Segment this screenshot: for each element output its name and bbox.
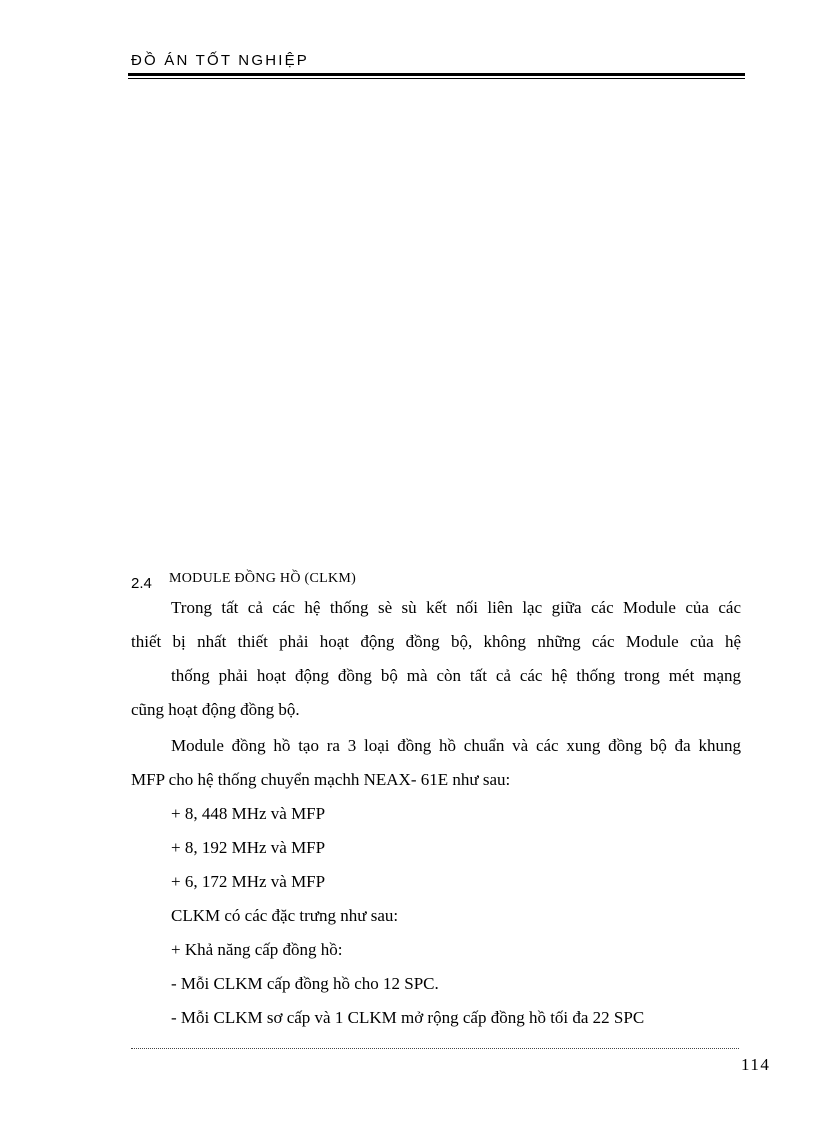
text-line: Module đồng hồ tạo ra 3 loại đồng hồ chuẩn và các xung đồng bộ đa khung <box>171 736 741 755</box>
text-line: thống phải hoạt động đồng bộ mà còn tất cả các hệ thống trong mét mạng <box>171 666 741 685</box>
text-line: Trong tất cả các hệ thống sè sù kết nối liên lạc giữa các Module của các <box>171 598 741 617</box>
text-line: thiết bị nhất thiết phải hoạt động đồng bộ, không những các Module của hệ <box>131 632 741 651</box>
text-line: cũng hoạt động đồng bộ. <box>131 700 300 719</box>
frequency-list <box>131 797 741 899</box>
body-paragraph-1 <box>131 591 741 727</box>
list-item: + 8, 448 MHz và MFP <box>171 804 326 823</box>
features-capability: + Khả năng cấp đồng hồ: <box>171 940 343 959</box>
section-heading <box>131 569 357 592</box>
document-header-title: ĐỒ ÁN TỐT NGHIỆP <box>131 52 310 69</box>
features-detail: - Mỗi CLKM cấp đồng hồ cho 12 SPC. <box>171 974 439 993</box>
section-number: 2.4 <box>131 575 152 592</box>
list-item: + 6, 172 MHz và MFP <box>171 872 326 891</box>
page-number: 114 <box>741 1055 771 1074</box>
text-line: MFP cho hệ thống chuyển mạchh NEAX- 61E như sau: <box>131 770 511 789</box>
footer-rule <box>131 1048 739 1049</box>
section-title: MODULE ĐỒNG HỒ (CLKM) <box>169 571 357 586</box>
header-rule-thick <box>128 73 745 76</box>
features-section <box>131 899 741 1035</box>
features-intro: CLKM có các đặc trưng như sau: <box>171 906 399 925</box>
body-paragraph-2 <box>131 729 741 797</box>
features-detail: - Mỗi CLKM sơ cấp và 1 CLKM mở rộng cấp đồng hồ tối đa 22 SPC <box>171 1008 645 1027</box>
header-rule-thin <box>128 78 745 79</box>
list-item: + 8, 192 MHz và MFP <box>171 838 326 857</box>
